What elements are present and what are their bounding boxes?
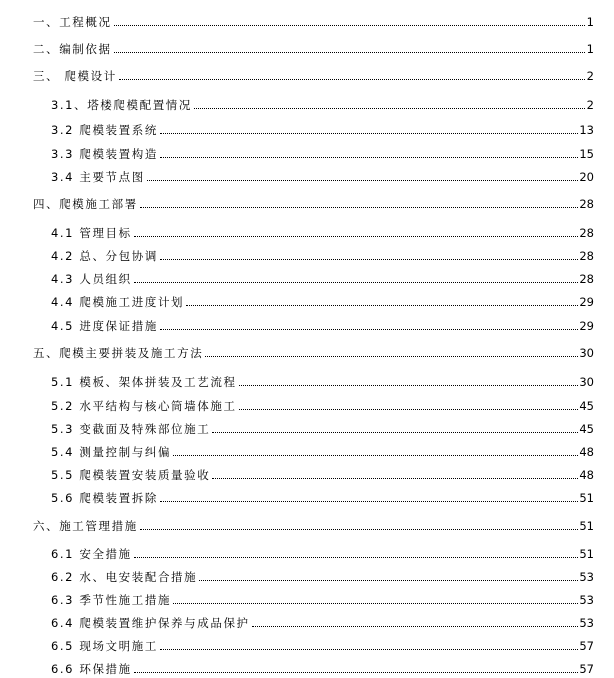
- dot-leader: [134, 557, 579, 558]
- toc-entry-title: 6.3 季节性施工措施: [51, 593, 172, 607]
- toc-entry-page: 51: [579, 491, 594, 505]
- toc-entry-page: 1: [586, 15, 594, 29]
- toc-entry[interactable]: [0, 439, 614, 459]
- toc-entry-page: 53: [579, 616, 594, 630]
- toc-entry-title: 6.1 安全措施: [51, 547, 132, 561]
- toc-entry-title: 3.4 主要节点图: [51, 170, 145, 184]
- toc-entry-page: 45: [579, 422, 594, 436]
- dot-leader: [239, 409, 579, 410]
- toc-entry[interactable]: [0, 541, 614, 561]
- toc-entry-page: 13: [579, 123, 594, 137]
- toc-entry-title: 5.4 测量控制与纠偏: [51, 445, 172, 459]
- toc-entry-title: 5.3 变截面及特殊部位施工: [51, 422, 211, 436]
- toc-entry-title: 4.3 人员组织: [51, 272, 132, 286]
- dot-leader: [160, 501, 578, 502]
- toc-entry[interactable]: [0, 416, 614, 436]
- toc-entry-title: 6.6 环保措施: [51, 662, 132, 676]
- toc-entry-page: 57: [579, 662, 594, 676]
- toc-entry-page: 20: [579, 170, 594, 184]
- toc-entry[interactable]: [0, 587, 614, 607]
- toc-entry[interactable]: [0, 656, 614, 676]
- dot-leader: [119, 79, 585, 80]
- toc-entry-title: 5.6 爬模装置拆除: [51, 491, 158, 505]
- toc-entry[interactable]: [0, 36, 614, 56]
- toc-entry-title: 3.2 爬模装置系统: [51, 123, 158, 137]
- dot-leader: [114, 25, 585, 26]
- toc-entry-title: 4.5 进度保证措施: [51, 319, 158, 333]
- toc-entry-page: 53: [579, 593, 594, 607]
- toc-entry-title: 二、编制依据: [33, 42, 112, 56]
- dot-leader: [140, 529, 579, 530]
- toc-entry-title: 4.4 爬模施工进度计划: [51, 295, 185, 309]
- toc-entry-page: 30: [579, 375, 594, 389]
- toc-entry[interactable]: [0, 369, 614, 389]
- toc-entry-page: 51: [579, 547, 594, 561]
- toc-entry[interactable]: [0, 266, 614, 286]
- toc-entry-title: 6.4 爬模装置维护保养与成品保护: [51, 616, 250, 630]
- dot-leader: [160, 649, 578, 650]
- dot-leader: [160, 329, 578, 330]
- dot-leader: [140, 207, 579, 208]
- toc-entry[interactable]: [0, 191, 614, 211]
- toc-entry[interactable]: [0, 633, 614, 653]
- dot-leader: [212, 432, 578, 433]
- dot-leader: [212, 478, 578, 479]
- toc-entry-title: 5.2 水平结构与核心筒墙体施工: [51, 399, 237, 413]
- dot-leader: [194, 108, 585, 109]
- dot-leader: [134, 672, 579, 673]
- toc-entry-page: 1: [586, 42, 594, 56]
- toc-entry[interactable]: [0, 313, 614, 333]
- toc-entry-title: 3.1、塔楼爬模配置情况: [51, 98, 192, 112]
- toc-entry-page: 28: [579, 197, 594, 211]
- toc-entry-title: 六、施工管理措施: [33, 519, 138, 533]
- dot-leader: [160, 133, 578, 134]
- dot-leader: [186, 305, 578, 306]
- toc-entry-page: 28: [579, 272, 594, 286]
- toc-entry[interactable]: [0, 289, 614, 309]
- toc-entry-page: 30: [579, 346, 594, 360]
- toc-entry-title: 4.1 管理目标: [51, 226, 132, 240]
- toc-entry-page: 2: [586, 98, 594, 112]
- toc-entry[interactable]: [0, 462, 614, 482]
- toc-entry[interactable]: [0, 513, 614, 533]
- toc-entry-page: 15: [579, 147, 594, 161]
- dot-leader: [134, 236, 579, 237]
- toc-entry-title: 5.1 模板、架体拼装及工艺流程: [51, 375, 237, 389]
- toc-entry[interactable]: [0, 393, 614, 413]
- toc-entry[interactable]: [0, 9, 614, 29]
- toc-entry-title: 6.2 水、电安装配合措施: [51, 570, 198, 584]
- toc-entry[interactable]: [0, 164, 614, 184]
- dot-leader: [147, 180, 579, 181]
- toc-entry[interactable]: [0, 243, 614, 263]
- toc-entry[interactable]: [0, 340, 614, 360]
- toc-entry-page: 2: [586, 69, 594, 83]
- toc-entry[interactable]: [0, 220, 614, 240]
- toc-entry-page: 28: [579, 226, 594, 240]
- toc-entry-page: 48: [579, 445, 594, 459]
- dot-leader: [134, 282, 579, 283]
- toc-entry[interactable]: [0, 610, 614, 630]
- dot-leader: [160, 157, 578, 158]
- toc-entry[interactable]: [0, 564, 614, 584]
- toc-entry-title: 四、爬模施工部署: [33, 197, 138, 211]
- dot-leader: [173, 455, 578, 456]
- toc-entry-title: 三、 爬模设计: [33, 69, 117, 83]
- toc-entry[interactable]: [0, 117, 614, 137]
- toc-entry-page: 29: [579, 295, 594, 309]
- dot-leader: [239, 385, 579, 386]
- toc-entry-page: 48: [579, 468, 594, 482]
- toc-entry-title: 5.5 爬模装置安装质量验收: [51, 468, 211, 482]
- toc-entry-title: 一、工程概况: [33, 15, 112, 29]
- toc-entry-page: 53: [579, 570, 594, 584]
- dot-leader: [160, 259, 578, 260]
- toc-entry[interactable]: [0, 63, 614, 83]
- toc-entry[interactable]: [0, 92, 614, 112]
- toc-entry-title: 6.5 现场文明施工: [51, 639, 158, 653]
- toc-entry-title: 4.2 总、分包协调: [51, 249, 158, 263]
- dot-leader: [173, 603, 578, 604]
- toc-entry-page: 29: [579, 319, 594, 333]
- dot-leader: [114, 52, 585, 53]
- toc-entry-title: 3.3 爬模装置构造: [51, 147, 158, 161]
- toc-entry-page: 51: [579, 519, 594, 533]
- dot-leader: [205, 356, 578, 357]
- toc-entry-title: 五、爬模主要拼装及施工方法: [33, 346, 204, 360]
- toc-entry-page: 28: [579, 249, 594, 263]
- toc-entry-page: 45: [579, 399, 594, 413]
- dot-leader: [199, 580, 578, 581]
- toc-entry-page: 57: [579, 639, 594, 653]
- toc-entry[interactable]: [0, 485, 614, 505]
- dot-leader: [252, 626, 579, 627]
- toc-entry[interactable]: [0, 141, 614, 161]
